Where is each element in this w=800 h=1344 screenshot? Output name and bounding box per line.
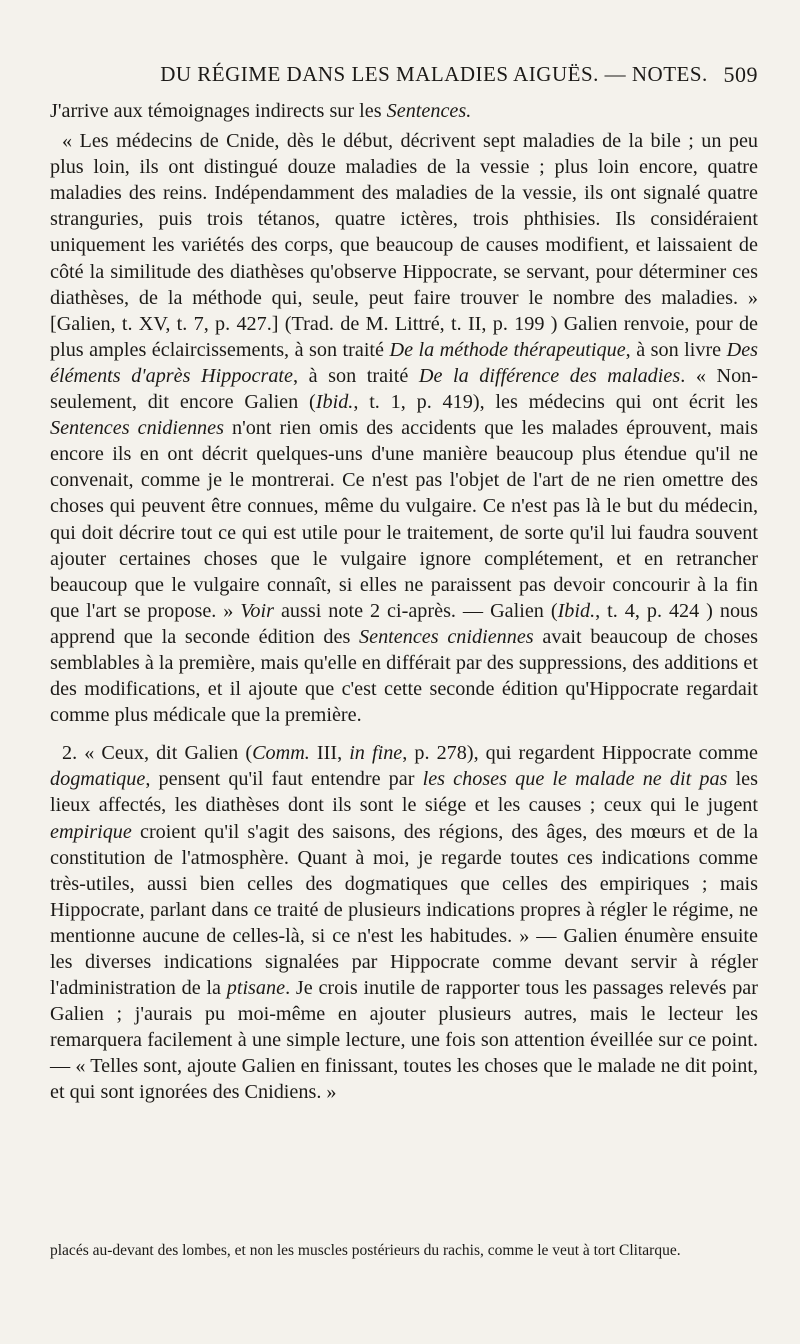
- main-text: [50, 98, 758, 1106]
- running-title: DU RÉGIME DANS LES MALADIES AIGUËS. — NOTES.: [160, 62, 708, 86]
- note-1-paragraph: « Les médecins de Cnide, dès le début, décrivent sept maladies de la bile ; un peu plus loin, ils ont distingué douze maladies de la vessie ; plus loin encore, quatre maladies des reins. Indépendamment des maladies de la vessie, ils ont signalé quatre stranguries, puis trois tétanos, quatre ictères, trois phthisies. Ils considéraient uniquement les variétés des corps, que beaucoup de causes modifient, et laissaient de côté la similitude des diathèses qu'observe Hippocrate, se servant, pour déterminer ces diathèses, de la méthode qui, seule, peut faire trouver le nombre des maladies. » [Galien, t. XV, t. 7, p. 427.] (Trad. de M. Littré, t. II, p. 199 ) Galien renvoie, pour de plus amples éclaircissements, à son traité De la méthode thérapeutique, à son livre Des éléments d'après Hippocrate, à son traité De la différence des maladies. « Non-seulement, dit encore Galien (Ibid., t. 1, p. 419), les médecins qui ont écrit les Sentences cnidiennes n'ont rien omis des accidents que les malades éprouvent, mais encore ils en ont décrit quelques-uns d'une manière beaucoup plus étendue qu'il ne convenait, comme je le montrerai. Ce n'est pas l'objet de l'art de ne rien omettre des choses qui peuvent être connues, même du vulgaire. Ce n'est pas là le but du médecin, qui doit décrire tout ce qui est utile pour le traitement, de sorte qu'il lui faudra souvent ajouter certaines choses que le vulgaire ignore complétement, et en retrancher beaucoup que le vulgaire connaît, si elles ne paraissent pas devoir concourir à la fin que l'art se propose. » Voir aussi note 2 ci-après. — Galien (Ibid., t. 4, p. 424 ) nous apprend que la seconde édition des Sentences cnidiennes avait beaucoup de choses semblables à la première, mais qu'elle en différait par des suppressions, des additions et des modifications, et il ajoute que c'est cette seconde édition qu'Hippocrate regardait comme plus médicale que la première.: [50, 130, 759, 727]
- page-number: 509: [723, 62, 758, 87]
- running-header: [50, 62, 758, 98]
- intro-text: J'arrive aux témoignages indirects sur les: [50, 100, 387, 122]
- footnote-text: placés au-devant des lombes, et non les muscles postérieurs du rachis, comme le veut à tort Clitarque.: [50, 1242, 681, 1259]
- footnote-block: [50, 1240, 758, 1261]
- intro-line: [50, 98, 758, 124]
- intro-italic: Sentences.: [386, 100, 472, 122]
- note-2-paragraph: 2. « Ceux, dit Galien (Comm. III, in fine, p. 278), qui regardent Hippocrate comme dogmatique, pensent qu'il faut entendre par les choses que le malade ne dit pas les lieux affectés, les diathèses dont ils sont le siége et les causes ; ceux qui le jugent empirique croient qu'il s'agit des saisons, des régions, des âges, des mœurs et de la constitution de l'atmosphère. Quant à moi, je regarde toutes ces indications comme très-utiles, aussi bien celles des dogmatiques que celles des empiriques ; mais Hippocrate, parlant dans ce traité de plusieurs indications propres à régler le régime, ne mentionne aucune de celles-là, si ce n'est les habitudes. » — Galien énumère ensuite les diverses indications signalées par Hippocrate comme devant servir à régler l'administration de la ptisane. Je crois inutile de rapporter tous les passages relevés par Galien ; j'aurais pu moi-même en ajouter plusieurs autres, mais le lecteur les remarquera facilement à une simple lecture, une fois son attention éveillée sur ce point. — « Telles sont, ajoute Galien en finissant, toutes les choses que le malade ne dit point, et qui sont ignorées des Cnidiens. »: [50, 742, 758, 1104]
